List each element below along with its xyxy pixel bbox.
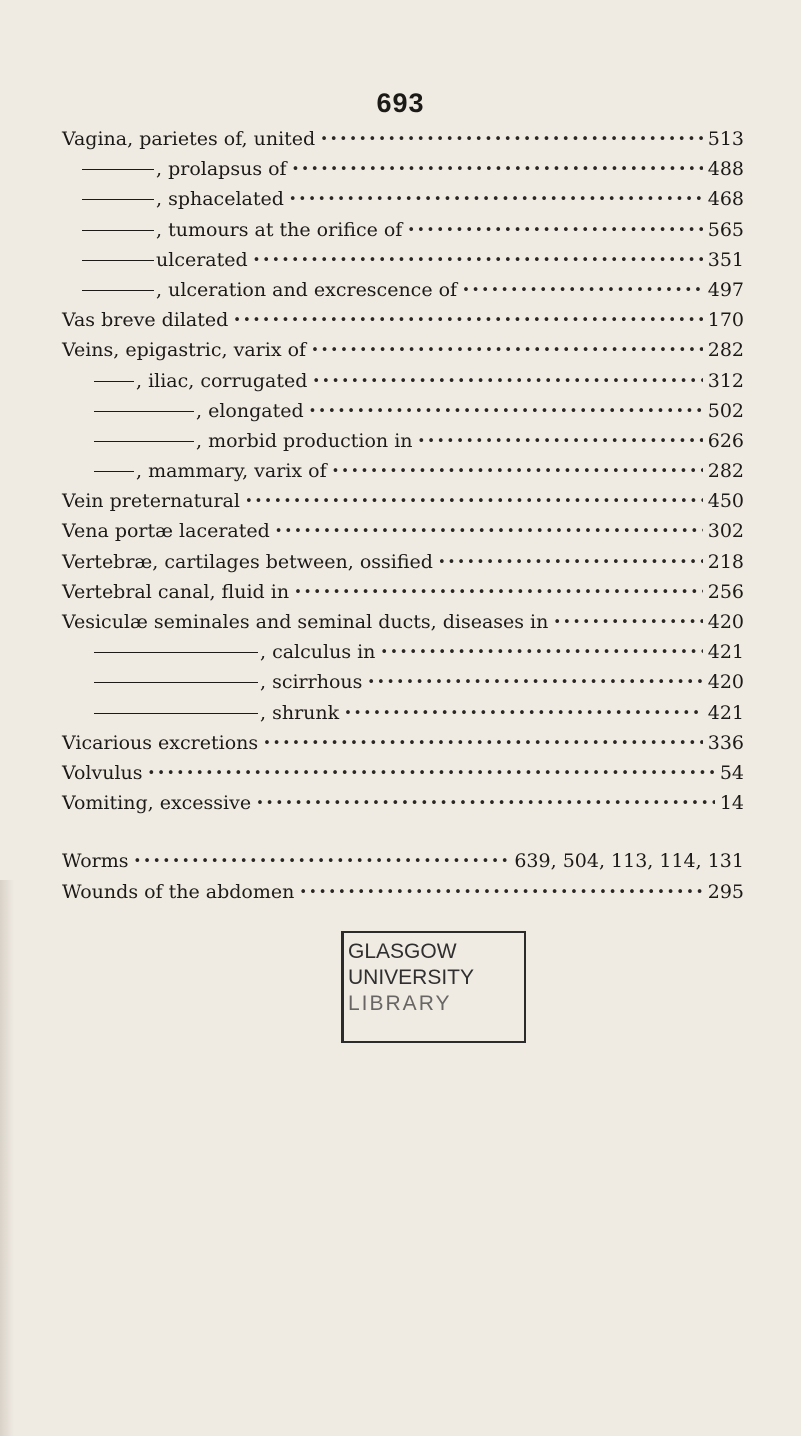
entry-label: Vena portæ lacerated xyxy=(62,520,270,543)
dot-leader xyxy=(320,132,703,147)
ditto-dash xyxy=(82,199,154,200)
dot-leader xyxy=(311,343,703,358)
ditto-dash xyxy=(94,652,258,653)
entry-pages: 295 xyxy=(707,880,744,903)
entry-label: Vicarious excretions xyxy=(62,731,259,754)
entry-label: , prolapsus of xyxy=(156,158,287,181)
ditto-dash xyxy=(82,230,154,231)
stamp-line-1: GLASGOW xyxy=(348,940,457,963)
dot-leader xyxy=(380,645,702,660)
entry-label: Vomiting, excessive xyxy=(62,792,252,815)
index-entry xyxy=(62,641,744,671)
entry-pages: 256 xyxy=(707,580,744,603)
entry-pages: 420 xyxy=(707,611,744,633)
index-entry xyxy=(62,400,744,430)
index-entry xyxy=(62,370,744,400)
entry-label: , shrunk xyxy=(260,701,340,724)
page-number: 693 xyxy=(376,88,425,118)
index-entry xyxy=(62,671,744,701)
entry-pages: 312 xyxy=(707,369,744,392)
entry-pages: 218 xyxy=(707,550,744,573)
dot-leader xyxy=(367,675,702,690)
dot-leader xyxy=(275,524,703,539)
entry-pages: 54 xyxy=(719,761,744,784)
index-entry xyxy=(62,339,744,369)
entry-label: , scirrhous xyxy=(260,671,363,694)
index-entry xyxy=(62,249,744,279)
dot-leader xyxy=(294,585,703,600)
entry-label: Vertebræ, cartilages between, ossified xyxy=(62,550,433,573)
index-entry xyxy=(62,460,744,490)
ditto-dash xyxy=(94,381,134,382)
entry-pages: 421 xyxy=(707,701,744,724)
index-entry xyxy=(62,551,744,581)
dot-leader xyxy=(292,162,703,177)
entry-pages: 421 xyxy=(707,641,744,664)
stamp-line-2: UNIVERSITY xyxy=(348,966,475,989)
entry-pages: 513 xyxy=(707,128,744,150)
entry-pages: 639, 504, 113, 114, 131 xyxy=(514,850,744,873)
dot-leader xyxy=(245,494,703,509)
ditto-dash xyxy=(94,411,194,412)
ditto-dash xyxy=(82,169,154,170)
entry-pages: 488 xyxy=(707,158,744,181)
index-entry xyxy=(62,611,744,641)
index-entry xyxy=(62,581,744,611)
entry-label: Vas breve dilated xyxy=(62,309,229,332)
library-stamp xyxy=(341,931,526,1043)
index-entry xyxy=(62,309,744,339)
entry-pages: 497 xyxy=(707,278,744,301)
dot-leader xyxy=(233,313,702,328)
dot-leader xyxy=(148,766,715,781)
index-entry xyxy=(62,219,744,249)
entry-label: Vein preternatural xyxy=(62,490,240,513)
entry-label: , ulceration and excrescence of xyxy=(156,278,458,301)
index-entry xyxy=(62,881,744,911)
entry-pages: 468 xyxy=(707,188,744,211)
entry-label: Vesiculæ seminales and seminal ducts, diseases in xyxy=(62,611,549,633)
ditto-dash xyxy=(94,682,258,683)
index-entry xyxy=(62,792,744,822)
dot-leader xyxy=(312,374,702,389)
entry-pages: 420 xyxy=(707,671,744,694)
dot-leader xyxy=(309,404,703,419)
entry-label: , tumours at the orifice of xyxy=(156,218,403,241)
index-entry xyxy=(62,188,744,218)
dot-leader xyxy=(344,706,703,721)
entry-label: Volvulus xyxy=(62,761,143,784)
dot-leader xyxy=(263,736,703,751)
dot-leader xyxy=(438,555,703,570)
index-entry xyxy=(62,850,744,880)
entry-label: Vertebral canal, fluid in xyxy=(62,580,290,603)
entry-pages: 351 xyxy=(707,248,744,271)
page-binding-shadow xyxy=(0,880,14,1436)
entry-pages: 502 xyxy=(707,399,744,422)
entry-label: , morbid production in xyxy=(196,429,413,452)
entry-pages: 282 xyxy=(707,339,744,362)
entry-pages: 282 xyxy=(707,460,744,483)
index-entry xyxy=(62,128,744,158)
dot-leader xyxy=(256,796,715,811)
dot-leader xyxy=(299,885,702,900)
entry-pages: 626 xyxy=(707,429,744,452)
ditto-dash xyxy=(82,290,154,291)
entry-label: Vagina, parietes of, united xyxy=(62,128,316,150)
entry-pages: 565 xyxy=(707,218,744,241)
entry-label: Worms xyxy=(62,850,129,873)
index-entry xyxy=(62,732,744,762)
entry-pages: 14 xyxy=(719,792,744,815)
index-entry xyxy=(62,430,744,460)
entry-label: , mammary, varix of xyxy=(136,460,327,483)
index-entry xyxy=(62,158,744,188)
dot-leader xyxy=(418,434,703,449)
dot-leader xyxy=(462,283,703,298)
entry-label: , calculus in xyxy=(260,641,376,664)
entry-label: Wounds of the abdomen xyxy=(62,880,295,903)
ditto-dash xyxy=(94,471,134,472)
entry-pages: 170 xyxy=(707,309,744,332)
dot-leader xyxy=(289,192,703,207)
stamp-line-3: LIBRARY xyxy=(348,992,452,1015)
dot-leader xyxy=(253,253,703,268)
index-entry xyxy=(62,762,744,792)
entry-pages: 302 xyxy=(707,520,744,543)
index-entry xyxy=(62,702,744,732)
entry-label: , sphacelated xyxy=(156,188,284,211)
entry-pages: 336 xyxy=(707,731,744,754)
index-list xyxy=(62,128,744,911)
index-entry xyxy=(62,490,744,520)
entry-label: , iliac, corrugated xyxy=(136,369,308,392)
ditto-dash xyxy=(82,260,154,261)
entry-pages: 450 xyxy=(707,490,744,513)
dot-leader xyxy=(134,854,510,869)
entry-label: Veins, epigastric, varix of xyxy=(62,339,307,362)
dot-leader xyxy=(332,464,703,479)
entry-label: , elongated xyxy=(196,399,304,422)
entry-label: ulcerated xyxy=(156,248,248,271)
dot-leader xyxy=(407,223,702,238)
index-entry xyxy=(62,520,744,550)
ditto-dash xyxy=(94,441,194,442)
ditto-dash xyxy=(94,713,258,714)
index-entry xyxy=(62,279,744,309)
dot-leader xyxy=(553,615,702,630)
